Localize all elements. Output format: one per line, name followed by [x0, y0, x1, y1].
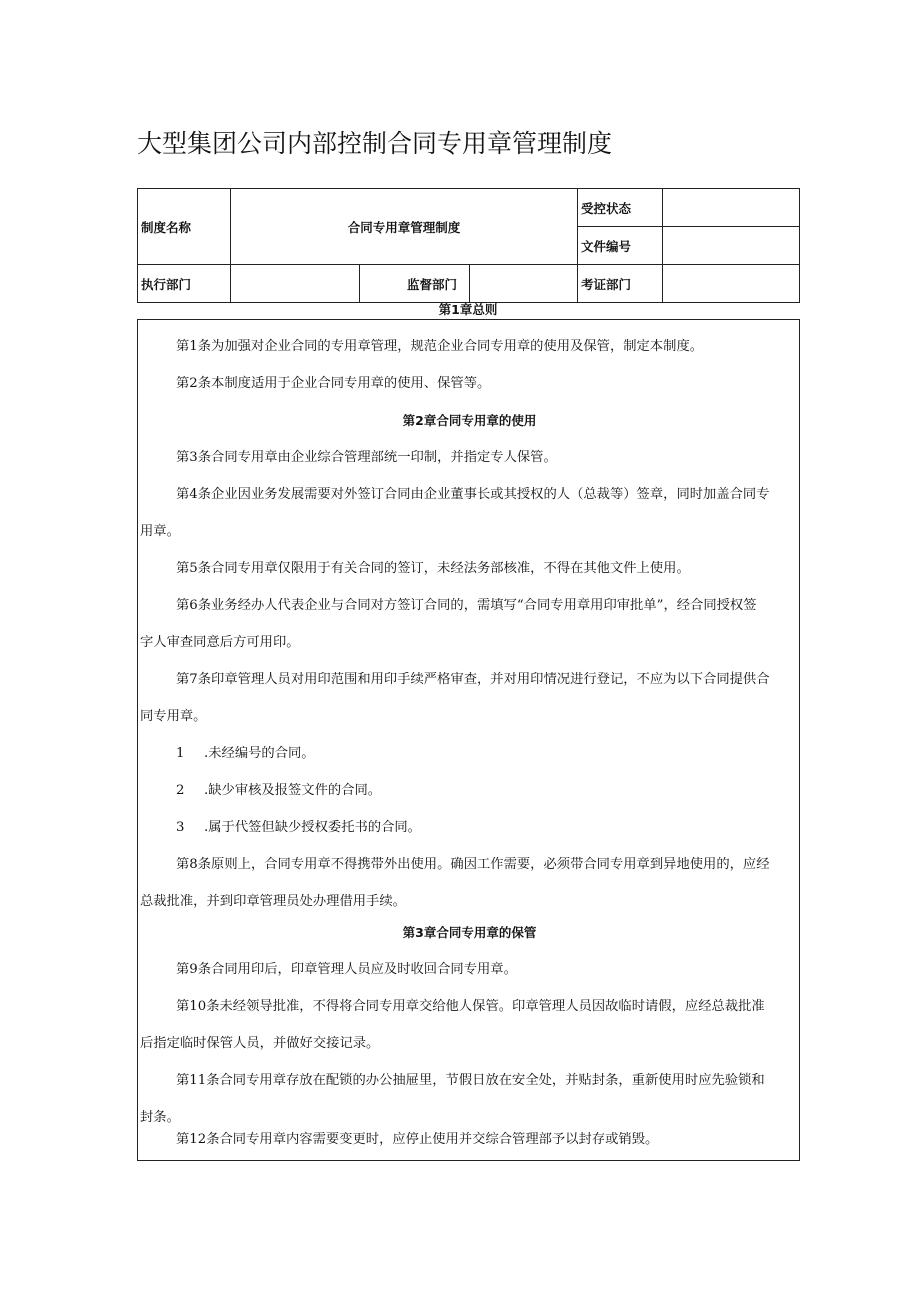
article-6 — [138, 587, 801, 661]
item-number: 3 — [176, 820, 185, 835]
article-7-line-1: 第7条印章管理人员对用印范围和用印手续严格审查，并对用印情况进行登记，不应为以下合同提供合 — [176, 672, 770, 687]
article-4-line-2: 用章。 — [140, 524, 180, 539]
article-2: 第2条本制度适用于企业合同专用章的使用、保管等。 — [176, 376, 491, 391]
article-12: 第12条合同专用章内容需要变更时，应停止使用并交综合管理部予以封存或销毁。 — [176, 1132, 659, 1147]
chapter-2-heading: 第2章合同专用章的使用 — [402, 413, 537, 428]
article-7-item-1 — [138, 735, 801, 772]
control-status-value — [663, 189, 800, 227]
policy-meta-table — [137, 188, 800, 303]
article-11-line-2: 封条。 — [140, 1110, 180, 1125]
article-7 — [138, 661, 801, 735]
verifying-dept-label: 考证部门 — [578, 265, 663, 303]
policy-body — [137, 319, 800, 1161]
executing-dept-label: 执行部门 — [138, 265, 231, 303]
item-text: .缺少审核及报签文件的合同。 — [204, 783, 382, 798]
item-number: 2 — [176, 783, 185, 798]
document-number-label: 文件编号 — [578, 227, 663, 265]
executing-dept-value — [231, 265, 360, 303]
article-7-line-2: 同专用章。 — [140, 709, 207, 724]
article-5: 第5条合同专用章仅限用于有关合同的签订，未经法务部核准，不得在其他文件上使用。 — [176, 561, 690, 576]
item-text: .属于代签但缺少授权委托书的合同。 — [204, 820, 421, 835]
document-number-value — [663, 227, 800, 265]
article-1: 第1条为加强对企业合同的专用章管理，规范企业合同专用章的使用及保管，制定本制度。 — [176, 339, 704, 354]
supervising-dept-value — [470, 265, 578, 303]
policy-name-value: 合同专用章管理制度 — [231, 189, 578, 265]
verifying-dept-value — [663, 265, 800, 303]
article-6-line-1: 第6条业务经办人代表企业与合同对方签订合同的，需填写“合同专用章用印审批单”，经合同授权签 — [176, 598, 757, 613]
chapter-3-heading: 第3章合同专用章的保管 — [402, 925, 537, 940]
article-4 — [138, 476, 801, 550]
article-11-line-1: 第11条合同专用章存放在配锁的办公抽屉里，节假日放在安全处，并贴封条，重新使用时应先验锁和 — [176, 1073, 765, 1088]
article-8 — [138, 846, 801, 920]
article-7-item-2 — [138, 772, 801, 809]
article-6-line-2: 字人审查同意后方可用印。 — [140, 635, 300, 650]
article-10 — [138, 988, 801, 1062]
article-10-line-2: 后指定临时保管人员，并做好交接记录。 — [140, 1036, 380, 1051]
article-7-item-3 — [138, 809, 801, 846]
supervising-dept-label: 监督部门 — [360, 265, 470, 303]
article-4-line-1: 第4条企业因业务发展需要对外签订合同由企业董事长或其授权的人（总裁等）签章，同时加盖合同专 — [176, 487, 770, 502]
chapter-1-heading: 第1章总则 — [438, 302, 498, 317]
policy-name-label: 制度名称 — [138, 189, 231, 265]
article-9: 第9条合同用印后，印章管理人员应及时收回合同专用章。 — [176, 962, 517, 977]
article-8-line-2: 总裁批准，并到印章管理员处办理借用手续。 — [140, 894, 406, 909]
article-3: 第3条合同专用章由企业综合管理部统一印制，并指定专人保管。 — [176, 450, 557, 465]
article-10-line-1: 第10条未经领导批准，不得将合同专用章交给他人保管。印章管理人员因故临时请假，应经总裁批准 — [176, 999, 765, 1014]
article-8-line-1: 第8条原则上，合同专用章不得携带外出使用。确因工作需要，必须带合同专用章到异地使用的，应经 — [176, 857, 770, 872]
document-title: 大型集团公司内部控制合同专用章管理制度 — [137, 129, 613, 158]
item-text: .未经编号的合同。 — [204, 746, 315, 761]
control-status-label: 受控状态 — [578, 189, 663, 227]
item-number: 1 — [176, 746, 185, 761]
